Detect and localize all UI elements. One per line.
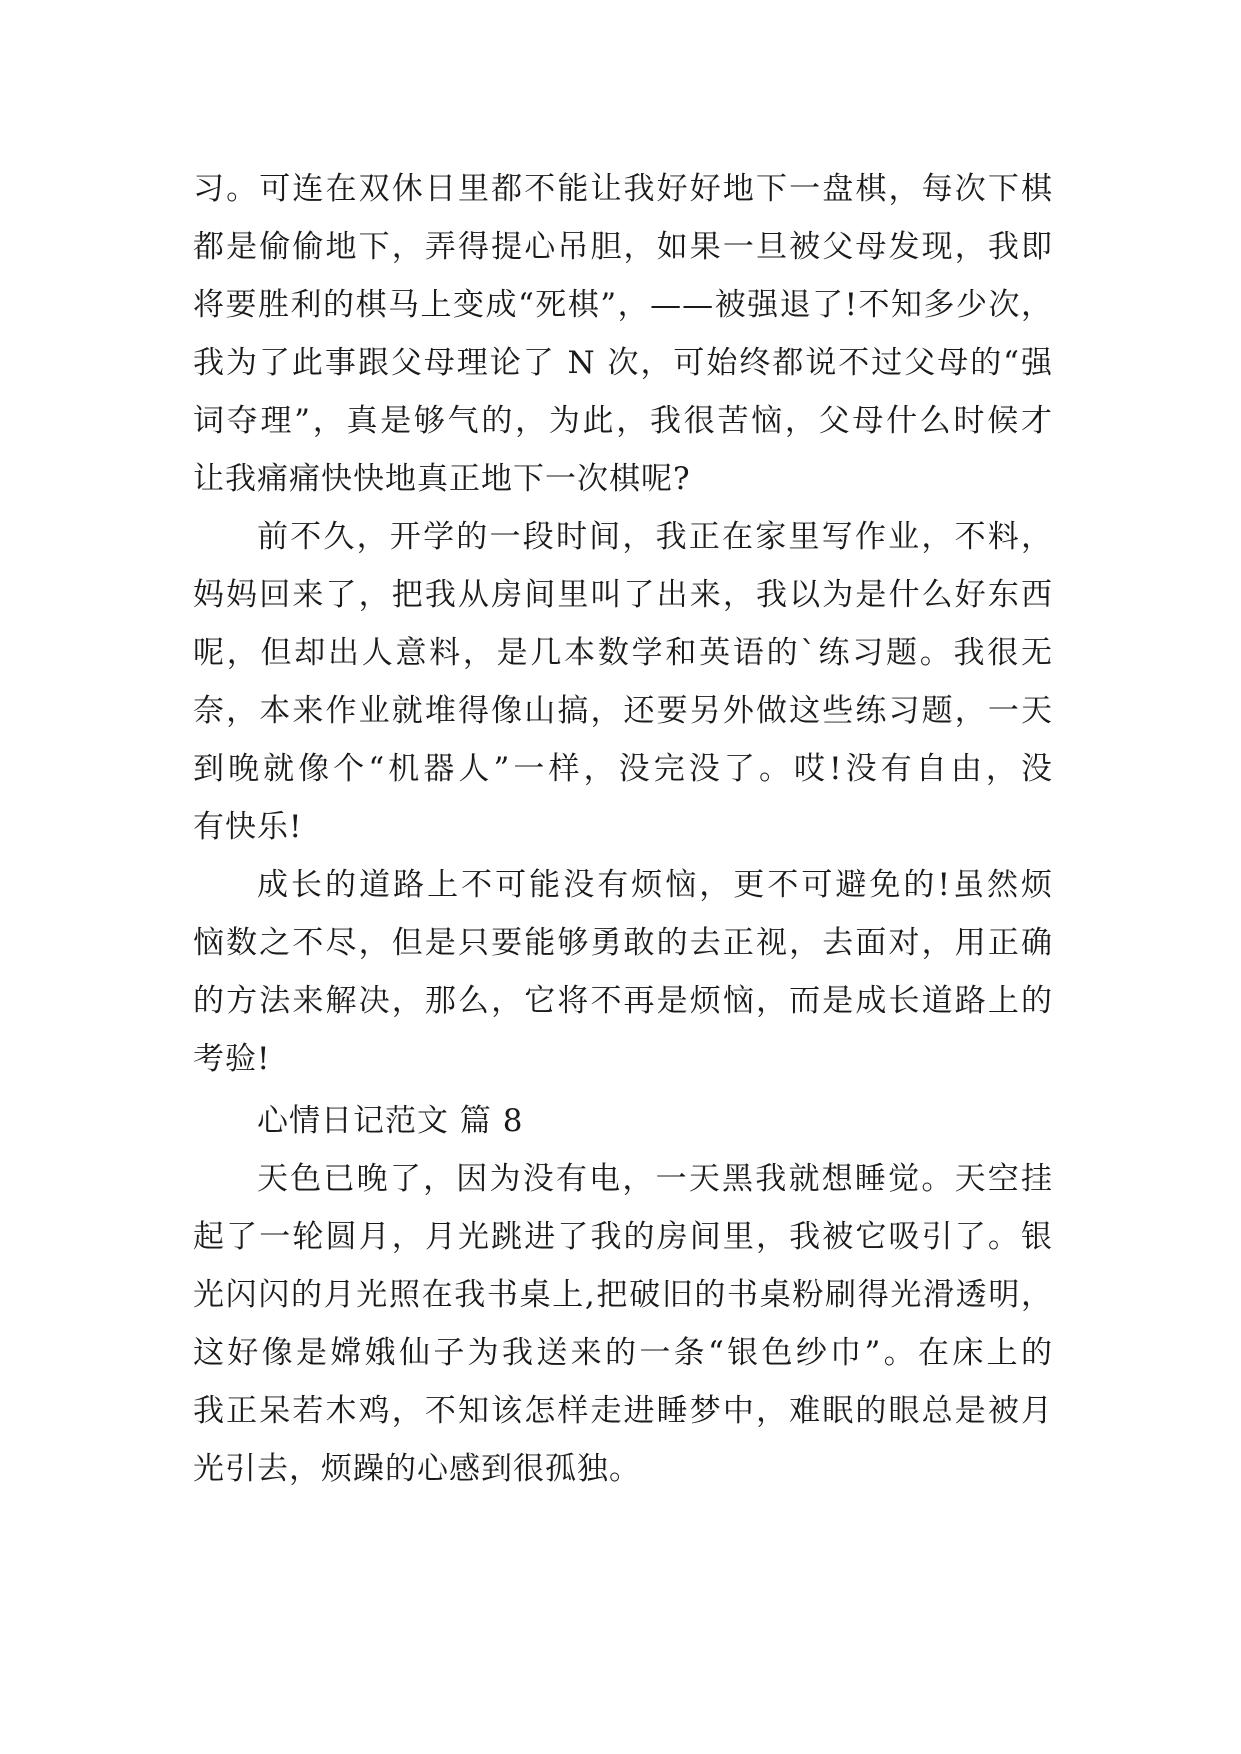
text-line: 我正呆若木鸡，不知该怎样走进睡梦中，难眠的眼总是被月: [193, 1393, 1053, 1429]
text-line: 让我痛痛快快地真正地下一次棋呢?: [193, 461, 691, 497]
text-line: 天色已晚了，因为没有电，一天黑我就想睡觉。天空挂: [257, 1161, 1053, 1197]
text-line: 有快乐!: [193, 809, 303, 845]
text-line: 的方法来解决，那么，它将不再是烦恼，而是成长道路上的: [193, 983, 1053, 1019]
body-text-after-heading: [193, 1150, 1053, 1498]
text-line: 恼数之不尽，但是只要能够勇敢的去正视，去面对，用正确: [193, 925, 1053, 961]
section-heading: 心情日记范文 篇 8: [257, 1103, 524, 1139]
text-line: 光闪闪的月光照在我书桌上,把破旧的书桌粉刷得光滑透明，: [193, 1277, 1053, 1313]
text-line: 光引去，烦躁的心感到很孤独。: [193, 1451, 641, 1487]
paragraph: [193, 508, 1053, 856]
text-line: 习。可连在双休日里都不能让我好好地下一盘棋，每次下棋: [193, 171, 1053, 207]
text-line: 前不久，开学的一段时间，我正在家里写作业，不料，: [257, 519, 1053, 555]
text-line: 这好像是嫦娥仙子为我送来的一条“银色纱巾”。在床上的: [193, 1335, 1053, 1371]
text-line: 词夺理”，真是够气的，为此，我很苦恼，父母什么时候才: [193, 403, 1053, 439]
paragraph: [193, 1150, 1053, 1498]
paragraph: [193, 160, 1053, 508]
text-line: 将要胜利的棋马上变成“死棋”，——被强退了!不知多少次，: [193, 287, 1053, 323]
paragraph: [193, 856, 1053, 1088]
text-line: 考验!: [193, 1041, 271, 1077]
text-line: 都是偷偷地下，弄得提心吊胆，如果一旦被父母发现，我即: [193, 229, 1053, 265]
text-line: 妈妈回来了，把我从房间里叫了出来，我以为是什么好东西: [193, 577, 1053, 613]
text-line: 奈，本来作业就堆得像山搞，还要另外做这些练习题，一天: [193, 693, 1053, 729]
text-line: 到晚就像个“机器人”一样，没完没了。哎!没有自由，没: [193, 751, 1053, 787]
text-line: 我为了此事跟父母理论了 N 次，可始终都说不过父母的“强: [193, 345, 1053, 381]
text-line: 成长的道路上不可能没有烦恼，更不可避免的!虽然烦: [257, 867, 1053, 903]
text-line: 起了一轮圆月，月光跳进了我的房间里，我被它吸引了。银: [193, 1219, 1053, 1255]
text-line: 呢，但却出人意料，是几本数学和英语的`练习题。我很无: [193, 635, 1053, 671]
body-text-before-heading: [193, 160, 1053, 1088]
